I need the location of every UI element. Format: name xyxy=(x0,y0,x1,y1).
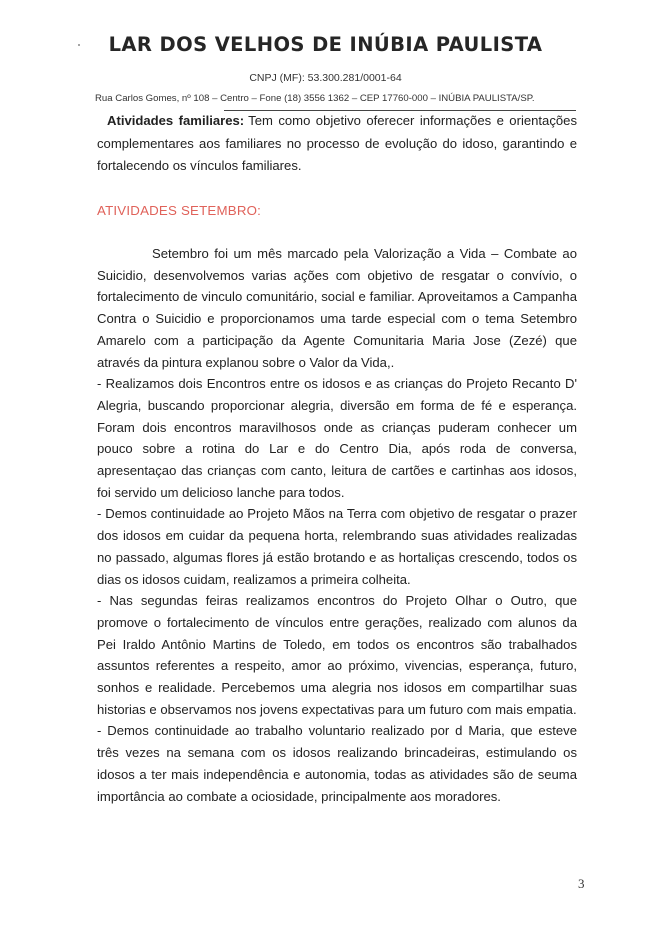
paragraph-maos-na-terra: - Demos continuidade ao Projeto Mãos na Terra com objetivo de resgatar o prazer dos idosos em cuidar da pequena horta, relembrando suas atividades realizadas no passado, algumas flores já estão brotando e as hortaliças crescendo, todos os dias os idosos cuidam, realizamos a primeira colheita. xyxy=(97,506,577,587)
paragraph-volunteer-work: - Demos continuidade ao trabalho voluntario realizado por d Maria, que esteve três vezes na semana com os idosos realizando brincadeiras, estimulando os idosos a ter mais independência e autonomia, todas as atividades são de seuma importância ao combate a ociosidade, principalmente aos moradores. xyxy=(97,723,577,804)
family-activities-text: Tem como objetivo oferecer informações e orientações complementares aos familiares no processo de evolução do idoso, garantindo e fortalecendo os vínculos familiares. xyxy=(97,113,577,173)
page-number: 3 xyxy=(578,876,585,891)
cnpj-line: CNPJ (MF): 53.300.281/0001-64 xyxy=(249,72,402,84)
organization-name: LAR DOS VELHOS DE INÚBIA PAULISTA xyxy=(108,33,543,56)
family-activities-label: Atividades familiares: xyxy=(107,113,245,128)
family-activities-paragraph xyxy=(97,110,577,178)
paragraph-olhar-o-outro: - Nas segundas feiras realizamos encontros do Projeto Olhar o Outro, que promove o fortalecimento de vínculos entre gerações, realizado com alunos da Pei Iraldo Antônio Martins de Toledo, em todos os encontros são trabalhados assuntos referentes a respeito, amor ao próximo, vivencias, esperança, futuro, sonhos e realidade. Percebemos uma alegria nos idosos em compartilhar suas historias e observamos nos jovens expectativas para um futuro com mais empatia. xyxy=(97,593,577,717)
paragraph-recanto-alegria: - Realizamos dois Encontros entre os idosos e as crianças do Projeto Recanto D' Alegria, buscando proporcionar alegria, diversão em forma de fé e esperança. Foram dois encontros maravilhosos onde as crianças puderam conhecer um pouco sobre a rotina do Lar e do Centro Dia, após roda de conversa, apresentaçao das crianças com canto, leitura de cartões e cartinhas aos idosos, foi servido um delicioso lanche para todos. xyxy=(97,376,577,500)
paragraph-september-intro: Setembro foi um mês marcado pela Valorização a Vida – Combate ao Suicidio, desenvolvemos varias ações com objetivo de resgatar o convívio, o fortalecimento de vinculo comunitário, social e familiar. Aproveitamos a Campanha Contra o Suicidio e proporcionamos uma tarde especial com o tema Setembro Amarelo com a participação da Agente Comunitaria Maria Jose (Zezé) que através da pintura explanou sobre o Valor da Vida,. xyxy=(97,246,577,370)
section-body xyxy=(97,243,577,807)
address-line: Rua Carlos Gomes, nº 108 – Centro – Fone (18) 3556 1362 – CEP 17760-000 – INÚBIA PAULISTA/SP. xyxy=(95,93,535,104)
section-title: ATIVIDADES SETEMBRO: xyxy=(97,203,262,218)
